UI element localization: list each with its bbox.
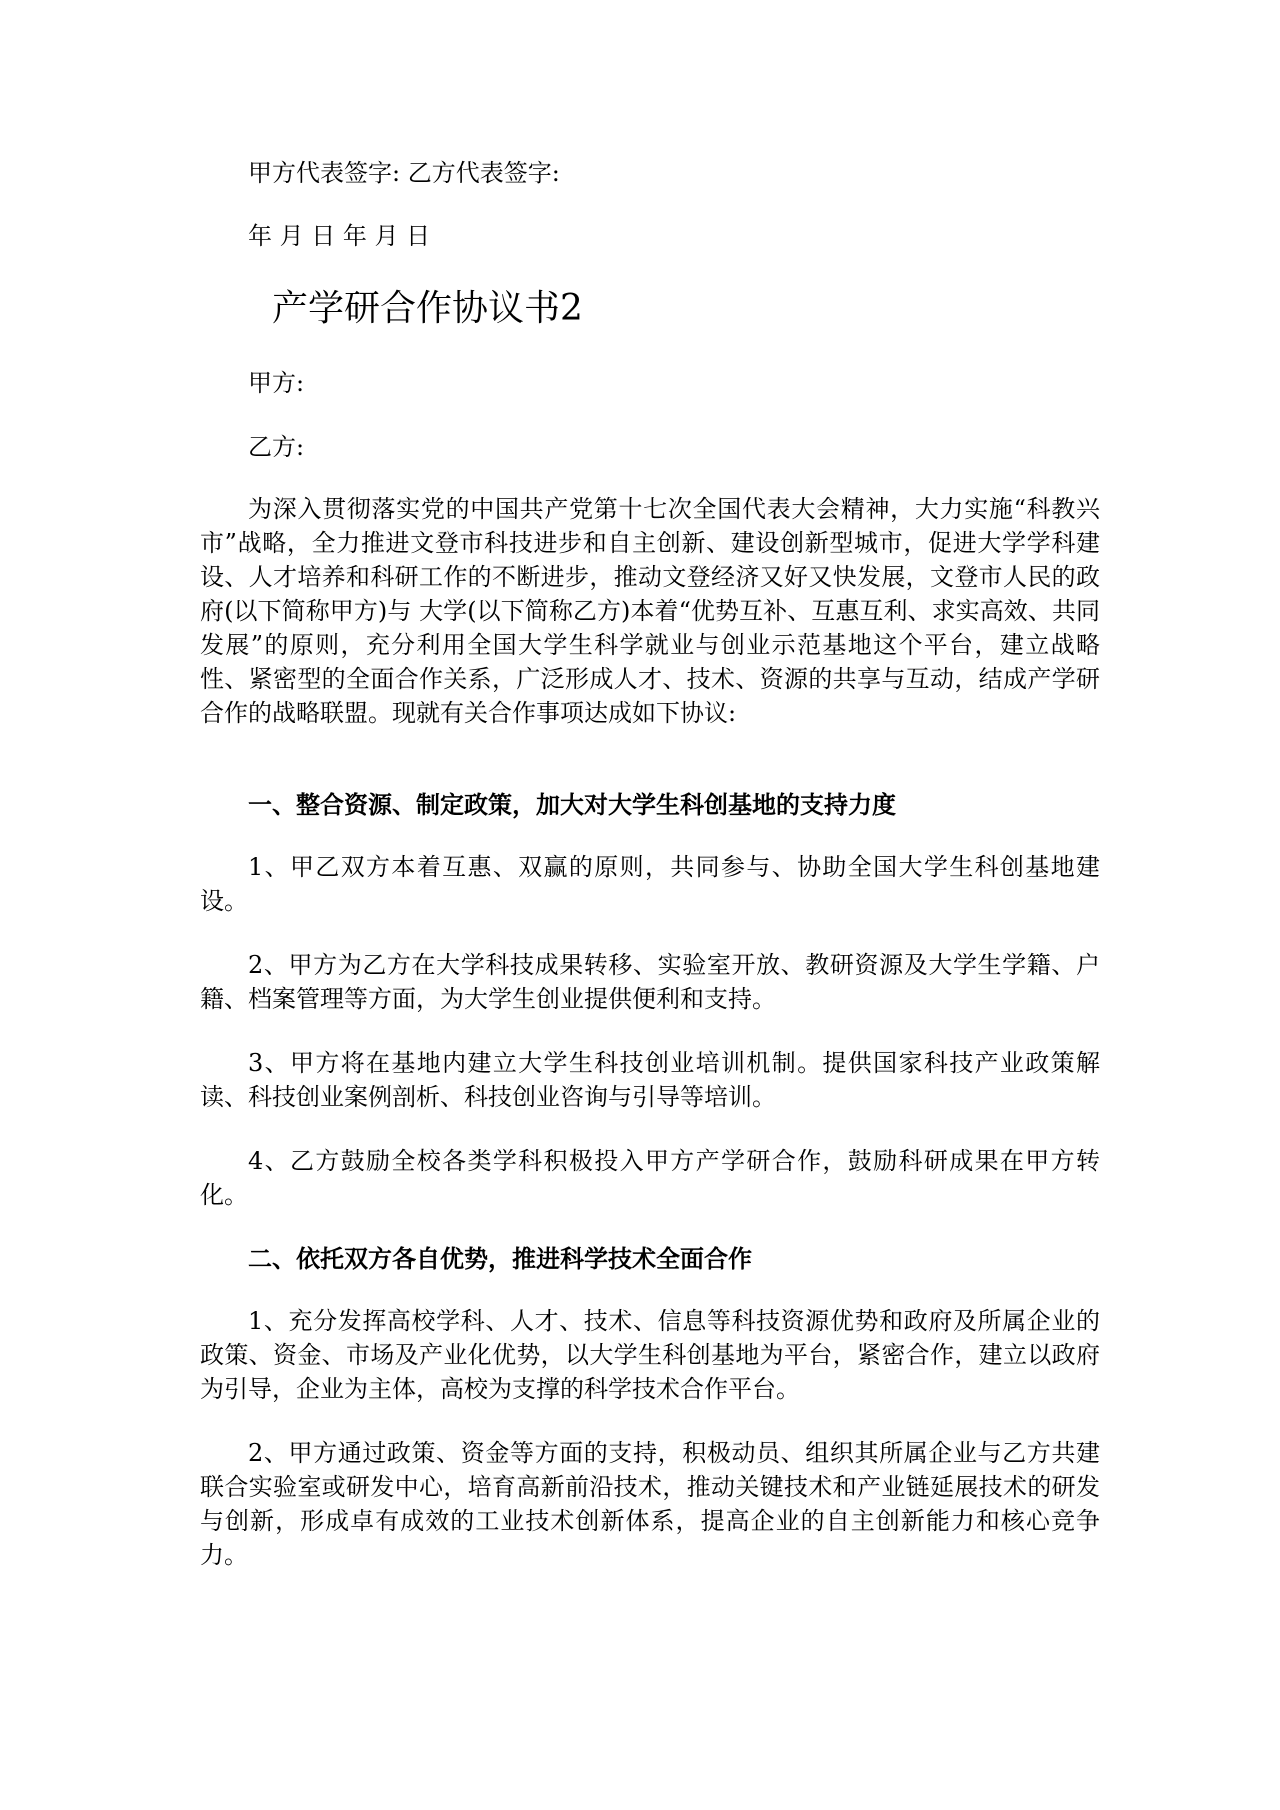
party-b-label: 乙方: [248, 433, 305, 461]
intro-paragraph: 为深入贯彻落实党的中国共产党第十七次全国代表大会精神，大力实施“科教兴市”战略，全力推进文登市科技进步和自主创新、建设创新型城市，促进大学学科建设、人才培养和科研工作的不断进步，推动文登经济又好又快发展，文登市人民的政府(以下简称甲方)与 大学(以下简称乙方)本着“优势互补、互惠互利、求实高效、共同发展”的原则，充分利用全国大学生科学就业与创业示范基地这个平台，建立战略性、紧密型的全面合作关系，广泛形成人才、技术、资源的共享与互动，结成产学研合作的战略联盟。现就有关合作事项达成如下协议: [200, 495, 1100, 727]
signature-line: 甲方代表签字: 乙方代表签字: [248, 159, 560, 187]
date-line: 年 月 日 年 月 日 [248, 222, 431, 250]
section2-item: 1、充分发挥高校学科、人才、技术、信息等科技资源优势和政府及所属企业的政策、资金、市场及产业化优势，以大学生科创基地为平台，紧密合作，建立以政府为引导，企业为主体，高校为支撑的科学技术合作平台。 [200, 1307, 1100, 1403]
section1-item: 4、乙方鼓励全校各类学科积极投入甲方产学研合作，鼓励科研成果在甲方转化。 [200, 1147, 1100, 1209]
section1-heading: 一、整合资源、制定政策，加大对大学生科创基地的支持力度 [248, 790, 896, 819]
document-title: 产学研合作协议书2 [272, 288, 583, 329]
section2-item: 2、甲方通过政策、资金等方面的支持，积极动员、组织其所属企业与乙方共建联合实验室或研发中心，培育高新前沿技术，推动关键技术和产业链延展技术的研发与创新，形成卓有成效的工业技术创新体系，提高企业的自主创新能力和核心竞争力。 [200, 1439, 1100, 1569]
party-a-label: 甲方: [248, 369, 305, 397]
section1-item: 1、甲乙双方本着互惠、双赢的原则，共同参与、协助全国大学生科创基地建设。 [200, 853, 1100, 915]
section2-heading: 二、依托双方各自优势，推进科学技术全面合作 [248, 1244, 752, 1273]
section1-item: 3、甲方将在基地内建立大学生科技创业培训机制。提供国家科技产业政策解读、科技创业案例剖析、科技创业咨询与引导等培训。 [200, 1049, 1100, 1111]
section1-item: 2、甲方为乙方在大学科技成果转移、实验室开放、教研资源及大学生学籍、户籍、档案管理等方面，为大学生创业提供便利和支持。 [200, 951, 1100, 1013]
